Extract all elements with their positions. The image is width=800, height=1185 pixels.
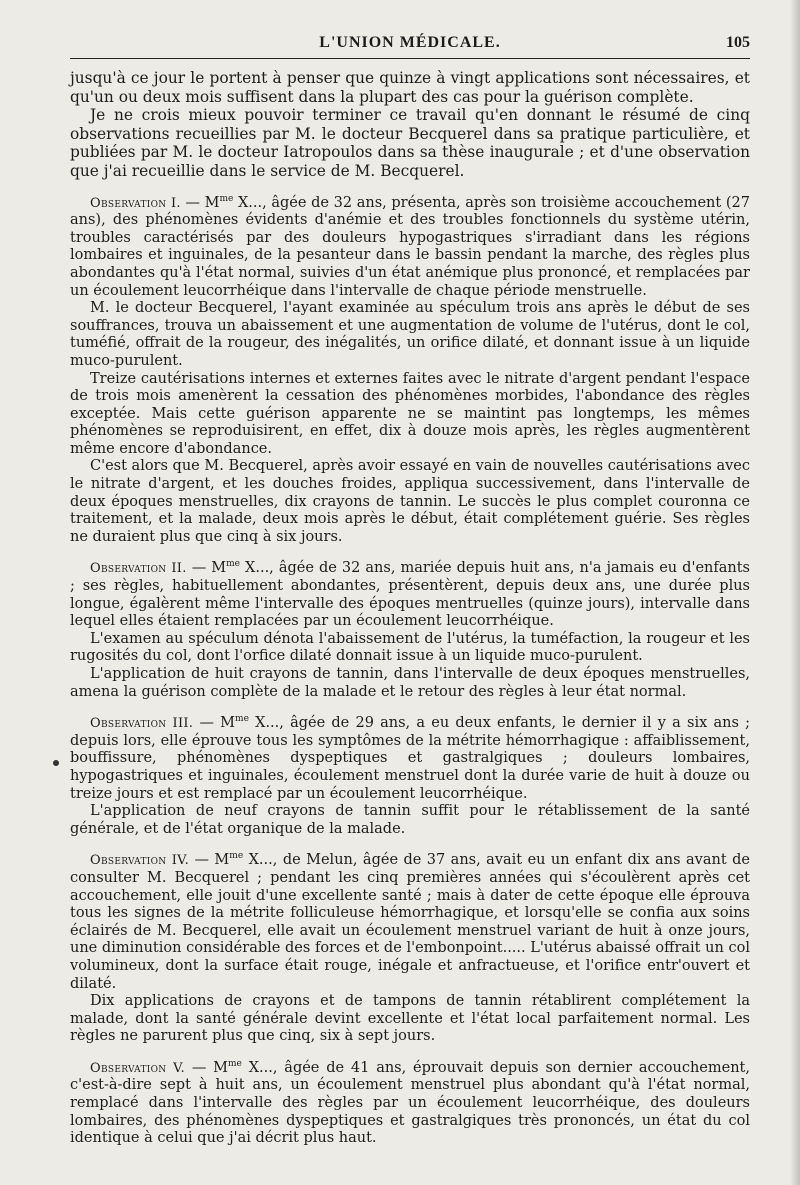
observation-sup: me (219, 193, 234, 204)
observation-sup: me (228, 1059, 242, 1070)
page-header (70, 30, 750, 59)
page-number: 105 (726, 34, 750, 51)
observation-text: X..., de Melun, âgée de 37 ans, avait eu un enfant dix ans avant de consulter M. Becquerel ; pendant les cinq premières années qui s'écoulèrent après cet accouchement, elle jouit d'une excellente santé ; mais à dater de cette époque elle éprouva tous les signes de la métrite folliculeuse hémorrhagique, et lorsqu'elle se confia aux soins éclairés de M. Becquerel, elle avait un écoulement menstruel variant de huit à onze jours, une diminution considérable des forces et de l'embonpoint..... L'utérus abaissé offrait un col volumineux, dont la surface était rouge, inégale et anfractueuse, et l'orifice entr'ouvert et dilaté. (70, 852, 750, 992)
page-body (70, 69, 750, 1148)
observation-title: Observation I. (90, 195, 181, 211)
observation-text: X..., âgée de 29 ans, a eu deux enfants, le dernier il y a six ans ; depuis lors, elle éprouve tous les symptômes de la métrite hémorrhagique : affaiblissement, bouffissure, phénomènes dyspeptiques et gastralgiques ; douleurs lombaires, hypogastriques et inguinales, écoulement menstruel dont la durée varie de huit à douze ou treize jours et est remplacé par un écoulement leucorrhéique. (70, 715, 750, 802)
observation-paragraph: M. le docteur Becquerel, l'ayant examinée au spéculum trois ans après le début de ses souffrances, trouva un abaissement et une augmentation de volume de l'utérus, dont le col, tuméfié, offrait de la rougeur, des inégalités, un orifice dilaté, et donnant issue à un liquide muco-purulent. (70, 300, 750, 369)
observation-title: Observation IV. (90, 853, 190, 869)
observation-dash: — M (189, 852, 230, 869)
observation-paragraph: L'examen au spéculum dénota l'abaissement de l'utérus, la tuméfaction, la rougeur et les rugosités du col, dont l'orfice dilaté donnait issue à un liquide muco-purulent. (70, 630, 750, 665)
observation-dash: — M (184, 1059, 228, 1076)
observation-paragraph: Dix applications de crayons et de tampons de tannin rétablirent complétement la malade, dont la santé générale devint excellente et l'état local parfaitement normal. Les règles ne parurent plus que cinq, six à sept jours. (70, 993, 750, 1045)
observation-opening-paragraph (70, 852, 750, 993)
observation-3 (70, 715, 750, 838)
observation-2 (70, 560, 750, 701)
observation-text: X..., âgée de 32 ans, mariée depuis huit ans, n'a jamais eu d'enfants ; ses règles, habituellement abondantes, présentèrent, depuis deux ans, une durée plus longue, égalèrent même l'intervalle des époques mentruelles (quinze jours), intervalle dans lequel elles étaient remplacées par un écoulement leucorrhéique. (70, 560, 750, 630)
running-title: L'UNION MÉDICALE. (319, 34, 501, 51)
observation-paragraph: Treize cautérisations internes et externes faites avec le nitrate d'argent pendant l'espace de trois mois amenèrent la cessation des phénomènes morbides, l'abondance des règles exceptée. Mais cette guérison apparente ne se maintint pas longtemps, les mêmes phénomènes se reproduisirent, en effet, dix à douze mois après, les règles augmentèrent même encore d'abondance. (70, 370, 750, 457)
observation-dash: — M (180, 194, 220, 211)
observation-opening-paragraph (70, 715, 750, 803)
observation-sup: me (229, 851, 244, 862)
observation-paragraph: L'application de huit crayons de tannin, dans l'intervalle de deux époques menstruelles, amena la guérison complète de la malade et le retour des règles à leur état normal. (70, 666, 750, 700)
intro-section (70, 69, 750, 181)
observation-1 (70, 195, 750, 547)
margin-ink-dot (53, 760, 59, 766)
observation-opening-paragraph (70, 1060, 750, 1148)
intro-paragraph: Je ne crois mieux pouvoir terminer ce travail qu'en donnant le résumé de cinq observations recueillies par M. le docteur Becquerel dans sa pratique particulière, et publiées par M. le docteur Iatropoulos dans sa thèse inaugurale ; et d'une observation que j'ai recueillie dans le service de M. Becquerel. (70, 106, 750, 180)
observation-title: Observation V. (90, 1060, 185, 1076)
observation-dash: — M (193, 715, 236, 732)
observation-text: X..., âgée de 41 ans, éprouvait depuis son dernier accouchement, c'est-à-dire sept à huit ans, un écoulement menstruel plus abondant qu'à l'état normal, remplacé dans l'intervalle des règles par un écoulement leucorrhéique, des douleurs lombaires, des phénomènes dyspeptiques et gastralgiques très prononcés, un état du col identique à celui que j'ai décrit plus haut. (70, 1059, 750, 1147)
observation-title: Observation III. (90, 716, 194, 732)
observation-text: X..., âgée de 32 ans, présenta, après son troisième accouchement (27 ans), des phénomènes évidents d'anémie et des troubles fonctionnels du système utérin, troubles caractérisés par des douleurs hypogastriques s'irradiant dans les régions lombaires et inguinales, de la pesanteur dans le bassin pendant la marche, des règles plus abondantes qu'à l'état normal, suivies d'un état anémique plus prononcé, et remplacées par un écoulement leucorrhéique dans l'intervalle de chaque période menstruelle. (70, 194, 750, 299)
observation-sup: me (235, 714, 249, 725)
observation-sup: me (226, 559, 240, 570)
observation-4 (70, 852, 750, 1046)
observation-paragraph: C'est alors que M. Becquerel, après avoir essayé en vain de nouvelles cautérisations avec le nitrate d'argent, et les douches froides, appliqua successivement, dans l'intervalle de deux époques menstruelles, dix crayons de tannin. Le succès le plus complet couronna ce traitement, et la malade, deux mois après le début, était complétement guérie. Ses règles ne duraient plus que cinq à six jours. (70, 458, 750, 545)
observation-paragraph: L'application de neuf crayons de tannin suffit pour le rétablissement de la santé générale, et de l'état organique de la malade. (70, 803, 750, 837)
observation-dash: — M (186, 560, 227, 577)
observation-5 (70, 1060, 750, 1148)
page-edge-shadow (790, 0, 800, 1185)
intro-paragraph: jusqu'à ce jour le portent à penser que quinze à vingt applications sont nécessaires, et qu'un ou deux mois suffisent dans la plupart des cas pour la guérison complète. (70, 69, 750, 106)
observation-title: Observation II. (90, 561, 187, 577)
observation-opening-paragraph (70, 560, 750, 630)
observation-opening-paragraph (70, 195, 750, 301)
